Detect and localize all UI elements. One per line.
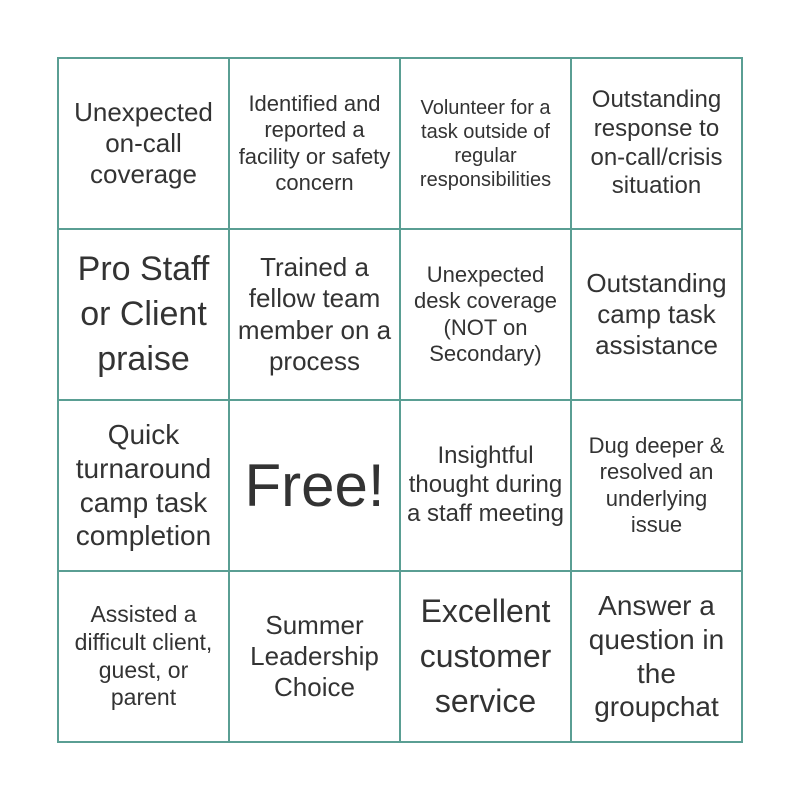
bingo-cell[interactable]: [230, 59, 401, 230]
bingo-cell[interactable]: [59, 230, 230, 401]
cell-text: Answer a question in the groupchat: [588, 590, 725, 723]
bingo-cell[interactable]: [401, 572, 572, 743]
cell-text: Summer Leadership Choice: [250, 609, 379, 703]
cell-text: Unexpected desk coverage (NOT on Secondary): [413, 261, 558, 366]
bingo-cell[interactable]: [572, 59, 743, 230]
bingo-cell[interactable]: [401, 401, 572, 572]
cell-text: Unexpected on-call coverage: [74, 96, 213, 190]
cell-text: Volunteer for a task outside of regular responsibilities: [419, 96, 552, 191]
cell-text: Quick turnaround camp task completion: [75, 419, 212, 552]
cell-text: Assisted a difficult client, guest, or parent: [74, 601, 213, 711]
cell-text: Pro Staff or Client praise: [77, 250, 210, 378]
cell-text: Identified and reported a facility or safety concern: [238, 90, 391, 195]
bingo-board: [57, 57, 743, 743]
bingo-cell[interactable]: [59, 572, 230, 743]
free-space-text: Free!: [244, 451, 385, 519]
cell-text: Outstanding response to on-call/crisis situation: [590, 85, 723, 200]
cell-text: Dug deeper & resolved an underlying issue: [588, 432, 725, 537]
bingo-cell[interactable]: [59, 401, 230, 572]
bingo-cell[interactable]: [401, 59, 572, 230]
bingo-cell[interactable]: [59, 59, 230, 230]
bingo-cell[interactable]: [230, 572, 401, 743]
bingo-cell[interactable]: [572, 401, 743, 572]
bingo-cell[interactable]: [230, 230, 401, 401]
cell-text: Trained a fellow team member on a process: [237, 252, 392, 376]
bingo-cell[interactable]: [572, 230, 743, 401]
bingo-cell[interactable]: [401, 230, 572, 401]
cell-text: Outstanding camp task assistance: [586, 267, 727, 361]
bingo-cell[interactable]: [572, 572, 743, 743]
cell-text: Insightful thought during a staff meeting: [407, 442, 564, 527]
cell-text: Excellent customer service: [419, 593, 552, 719]
free-space[interactable]: [230, 401, 401, 572]
